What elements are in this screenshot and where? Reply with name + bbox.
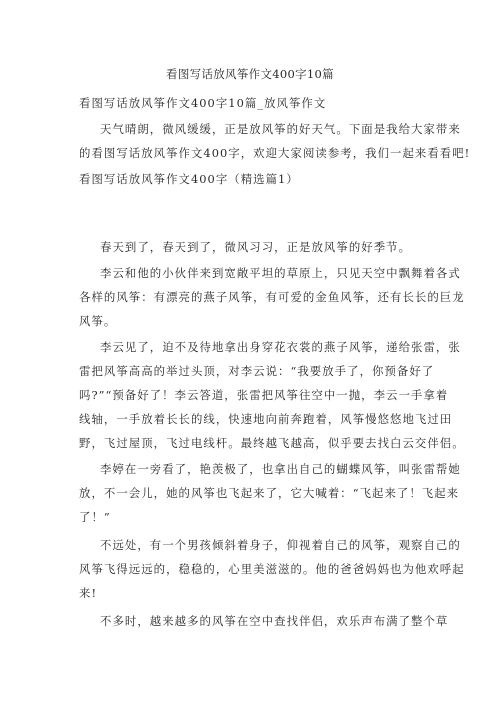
paragraph-line: 不多时，越来越多的风筝在空中查找伴侣，欢乐声布满了整个草 bbox=[100, 614, 449, 628]
paragraph-line: 来! bbox=[79, 586, 98, 600]
paragraph-line: 不远处，有一个男孩倾斜着身子，仰视着自己的风筝，观察自己的 bbox=[100, 538, 461, 552]
paragraph-line: 李婷在一旁看了，艳羡极了，也拿出自己的蝴蝶风筝，叫张雷帮她 bbox=[100, 462, 461, 476]
paragraph-line: 李云见了，迫不及待地拿出身穿花衣裳的燕子风筝，递给张雷，张 bbox=[100, 340, 461, 354]
paragraph-line: 放，不一会儿，她的风筝也飞起来了，它大喊着：“飞起来了！飞起来 bbox=[79, 486, 460, 500]
paragraph-line: 各样的风筝：有漂亮的燕子风筝，有可爱的金鱼风筝，还有长长的巨龙 bbox=[79, 290, 465, 304]
paragraph-line: 风筝。 bbox=[79, 314, 117, 328]
paragraph-line: 了！” bbox=[79, 510, 111, 524]
paragraph-line: 天气晴朗，微风缓缓，正是放风筝的好天气。下面是我给大家带来 bbox=[100, 122, 461, 136]
paragraph-line: 风筝飞得远远的，稳稳的，心里美滋滋的。他的爸爸妈妈也为他欢呼起 bbox=[79, 562, 465, 576]
paragraph-line: 的看图写话放风筝作文400字，欢迎大家阅读参考，我们一起来看看吧! bbox=[79, 146, 471, 160]
subtitle-line: 看图写话放风筝作文400字10篇_放风筝作文 bbox=[79, 96, 327, 110]
document-title: 看图写话放风筝作文400字10篇 bbox=[166, 67, 334, 81]
paragraph-line: 春天到了，春天到了，微风习习，正是放风筝的好季节。 bbox=[100, 240, 412, 254]
paragraph-line: 雷把风筝高高的举过头顶，对李云说：“我要放手了，你预备好了 bbox=[79, 364, 435, 378]
paragraph-line: 野，飞过屋顶，飞过电线杆。最终越飞越高，似乎要去找白云交伴侣。 bbox=[79, 436, 465, 450]
paragraph-line: 线轴，一手放着长长的线，快速地向前奔跑着，风筝慢悠悠地飞过田 bbox=[79, 412, 453, 426]
paragraph-line: 李云和他的小伙伴来到宽敞平坦的草原上，只见天空中飘舞着各式 bbox=[100, 266, 461, 280]
section-heading: 看图写话放风筝作文400字（精选篇1） bbox=[79, 172, 299, 186]
paragraph-line: 吗?”“预备好了！李云答道，张雷把风筝往空中一抛，李云一手拿着 bbox=[79, 388, 449, 402]
